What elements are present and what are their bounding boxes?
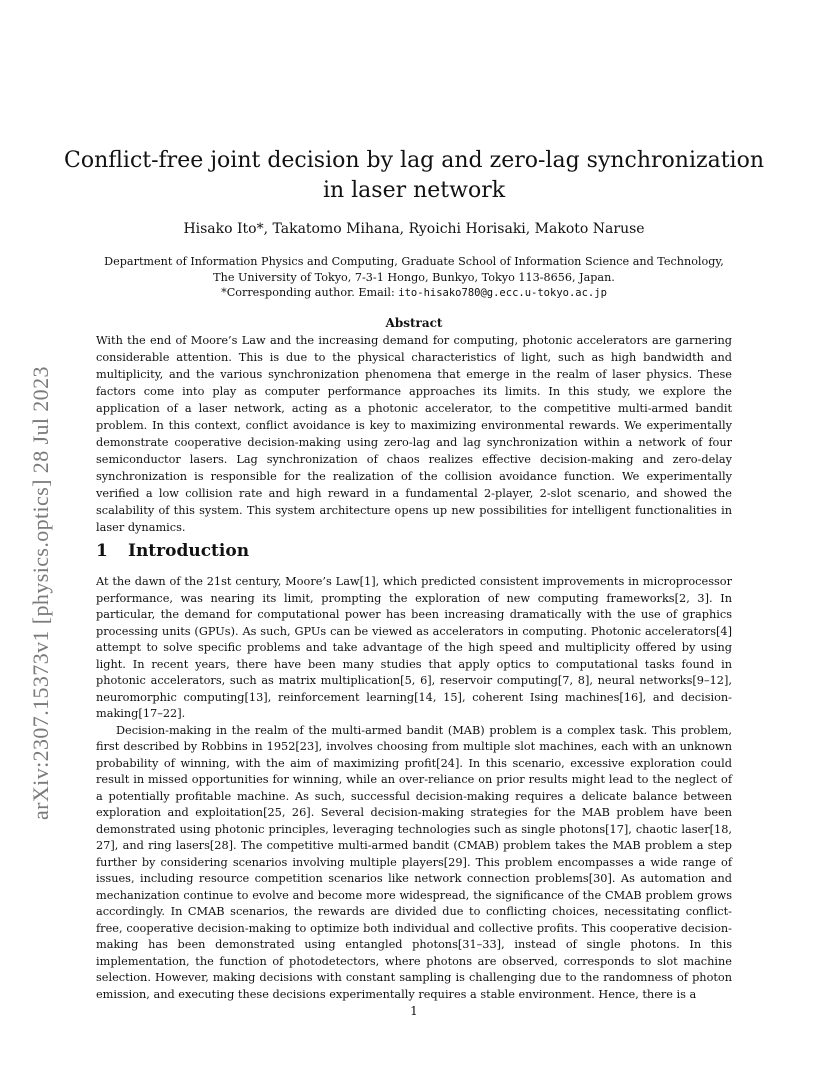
introduction-body [96,574,732,1003]
paragraph-1: At the dawn of the 21st century, Moore’s Law[1], which predicted consistent improvements in microprocessor performance, was nearing its limit, prompting the exploration of new computing frameworks[2, 3]. In particular, the demand for computational power has been increasing dramatically with the use of graphics processing units (GPUs). As such, GPUs can be viewed as accelerators in computing. Photonic accelerators[4] attempt to solve specific problems and take advantage of the high speed and multiplicity offered by using light. In recent years, there have been many studies that apply optics to computational tasks found in photonic accelerators, such as matrix multiplication[5, 6], reservoir computing[7, 8], neural networks[9–12], neuromorphic computing[13], reinforcement learning[14, 15], coherent Ising machines[16], and decision-making[17–22]. [96,575,732,720]
page-number: 1 [410,1004,418,1018]
author-list: Hisako Ito*, Takatomo Mihana, Ryoichi Horisaki, Makoto Naruse [183,221,645,237]
corresponding-author-label: *Corresponding author. Email: [221,286,399,299]
affiliation-line-1: Department of Information Physics and Computing, Graduate School of Information Science and Technology, [104,255,724,268]
affiliation-block [60,254,768,302]
section-number: 1 [96,541,108,561]
arxiv-identifier-stamp: arXiv:2307.15373v1 [physics.optics] 28 Jul 2023 [28,366,53,820]
section-heading-introduction [96,540,249,562]
paper-title: Conflict-free joint decision by lag and zero-lag synchronization in laser network [63,148,764,203]
abstract-heading: Abstract [385,316,443,330]
author-email-link[interactable]: ito-hisako780@g.ecc.u-tokyo.ac.jp [398,287,607,299]
section-title: Introduction [128,541,250,561]
affiliation-line-2: The University of Tokyo, 7-3-1 Hongo, Bunkyo, Tokyo 113-8656, Japan. [213,270,615,284]
paragraph-2: Decision-making in the realm of the multi-armed bandit (MAB) problem is a complex task. This problem, first described by Robbins in 1952[23], involves choosing from multiple slot machines, each with an unknown probability of winning, with the aim of maximizing profit[24]. In this scenario, excessive exploration could result in missed opportunities for winning, while an over-reliance on prior results might lead to the neglect of a potentially profitable machine. As such, successful decision-making requires a delicate balance between exploration and exploitation[25, 26]. Several decision-making strategies for the MAB problem have been demonstrated using photonic principles, leveraging technologies such as single photons[17], chaotic laser[18, 27], and ring lasers[28]. The competitive multi-armed bandit (CMAB) problem takes the MAB problem a step further by considering scenarios involving multiple players[29]. This problem encompasses a wide range of issues, including resource competition scenarios like network connection problems[30]. As automation and mechanization continue to evolve and become more widespread, the significance of the CMAB problem grows accordingly. In CMAB scenarios, the rewards are divided due to conflicting choices, necessitating conflict-free, cooperative decision-making to optimize both individual and collective profits. This cooperative decision-making has been demonstrated using entangled photons[31–33], instead of single photons. In this implementation, the function of photodetectors, where photons are observed, corresponds to slot machine selection. However, making decisions with constant sampling is challenging due to the randomness of photon emission, and executing these decisions experimentally requires a stable environment. Hence, there is a [96,723,732,1001]
corresponding-author-line [60,285,768,302]
abstract-text: With the end of Moore’s Law and the increasing demand for computing, photonic accelerators are garnering considerable attention. This is due to the physical characteristics of light, such as high bandwidth and multiplicity, and the various synchronization phenomena that emerge in the realm of laser physics. These factors come into play as computer performance approaches its limits. In this study, we explore the application of a laser network, acting as a photonic accelerator, to the competitive multi-armed bandit problem. In this context, conflict avoidance is key to maximizing environmental rewards. We experimentally demonstrate cooperative decision-making using zero-lag and lag synchronization within a network of four semiconductor lasers. Lag synchronization of chaos realizes effective decision-making and zero-delay synchronization is responsible for the realization of the collision avoidance function. We experimentally verified a low collision rate and high reward in a fundamental 2-player, 2-slot scenario, and showed the scalability of this system. This system architecture opens up new possibilities for intelligent functionalities in laser dynamics. [96,334,732,534]
